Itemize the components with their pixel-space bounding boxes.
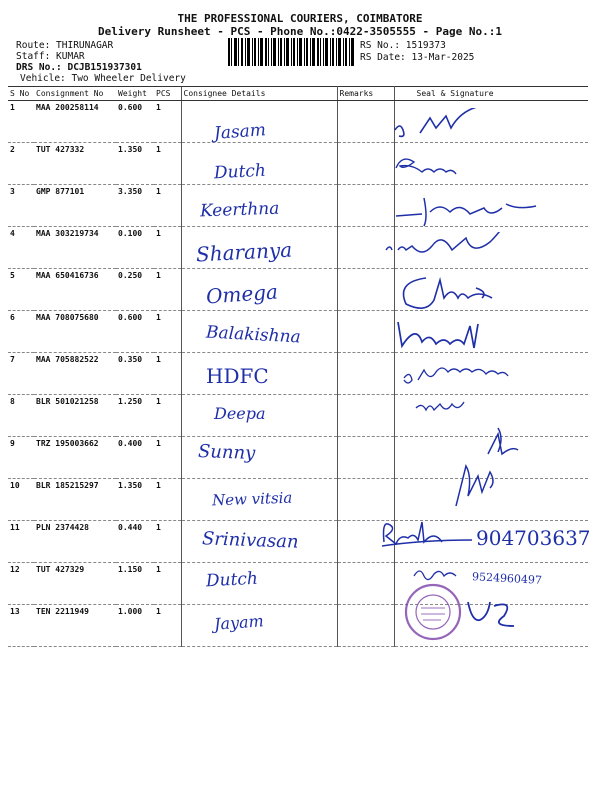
table-row xyxy=(8,143,588,185)
rs-date: RS Date: 13-Mar-2025 xyxy=(360,52,475,63)
cell-weight: 1.350 xyxy=(116,143,154,185)
rs-number: RS No.: 1519373 xyxy=(360,40,446,51)
vehicle-label: Vehicle: Two Wheeler Delivery xyxy=(20,73,186,84)
runsheet-title: Delivery Runsheet - PCS - Phone No.:0422-3505555 - Page No.:1 xyxy=(98,25,502,38)
company-stamp xyxy=(403,582,463,642)
cell-sno: 10 xyxy=(8,479,34,521)
signature-scribble xyxy=(378,516,478,550)
col-consignee: Consignee Details xyxy=(181,87,337,101)
cell-weight: 0.350 xyxy=(116,353,154,395)
signature-scribble xyxy=(464,598,534,628)
route-label: Route: THIRUNAGAR xyxy=(16,40,114,51)
handwritten-name: New vitsia xyxy=(211,488,293,510)
cell-pcs: 1 xyxy=(154,521,181,563)
cell-consignment: MAA 200258114 xyxy=(34,101,116,143)
handwritten-name: Keerthna xyxy=(199,198,280,222)
cell-weight: 3.350 xyxy=(116,185,154,227)
cell-sno: 7 xyxy=(8,353,34,395)
cell-weight: 1.150 xyxy=(116,563,154,605)
cell-weight: 0.100 xyxy=(116,227,154,269)
cell-sno: 12 xyxy=(8,563,34,605)
cell-sno: 5 xyxy=(8,269,34,311)
signature-scribble xyxy=(392,316,502,352)
cell-remarks xyxy=(337,563,394,605)
cell-weight: 1.350 xyxy=(116,479,154,521)
cell-pcs: 1 xyxy=(154,185,181,227)
cell-consignment: MAA 705882522 xyxy=(34,353,116,395)
signature-scribble xyxy=(398,364,528,392)
cell-consignment: MAA 303219734 xyxy=(34,227,116,269)
cell-consignment: BLR 501021258 xyxy=(34,395,116,437)
cell-weight: 0.440 xyxy=(116,521,154,563)
cell-remarks xyxy=(337,437,394,479)
cell-sno: 8 xyxy=(8,395,34,437)
col-sno: S No xyxy=(8,87,34,101)
cell-consignment: TRZ 195003662 xyxy=(34,437,116,479)
col-pcs: PCS xyxy=(154,87,181,101)
signature-scribble xyxy=(390,108,500,148)
cell-consignment: MAA 708075680 xyxy=(34,311,116,353)
handwritten-name: Srinivasan xyxy=(201,528,299,553)
table-header-row xyxy=(8,87,588,101)
cell-remarks xyxy=(337,479,394,521)
cell-pcs: 1 xyxy=(154,353,181,395)
handwritten-name: Sharanya xyxy=(195,237,293,267)
cell-weight: 0.600 xyxy=(116,311,154,353)
cell-weight: 0.400 xyxy=(116,437,154,479)
handwritten-phone: 904703637 xyxy=(476,526,591,550)
cell-sno: 2 xyxy=(8,143,34,185)
cell-pcs: 1 xyxy=(154,395,181,437)
cell-consignment: GMP 877101 xyxy=(34,185,116,227)
cell-sno: 1 xyxy=(8,101,34,143)
cell-pcs: 1 xyxy=(154,269,181,311)
cell-sno: 3 xyxy=(8,185,34,227)
cell-weight: 1.000 xyxy=(116,605,154,647)
cell-pcs: 1 xyxy=(154,479,181,521)
cell-consignment: MAA 650416736 xyxy=(34,269,116,311)
cell-pcs: 1 xyxy=(154,605,181,647)
cell-consignment: TEN 2211949 xyxy=(34,605,116,647)
cell-consignment: TUT 427332 xyxy=(34,143,116,185)
handwritten-name: Omega xyxy=(205,279,279,309)
cell-pcs: 1 xyxy=(154,311,181,353)
cell-sno: 13 xyxy=(8,605,34,647)
col-remarks: Remarks xyxy=(337,87,394,101)
cell-weight: 0.250 xyxy=(116,269,154,311)
cell-sno: 9 xyxy=(8,437,34,479)
cell-sno: 4 xyxy=(8,227,34,269)
handwritten-name: Dutch xyxy=(205,568,259,592)
signature-scribble xyxy=(448,424,538,514)
cell-weight: 1.250 xyxy=(116,395,154,437)
drs-number: DRS No.: DCJB151937301 xyxy=(16,62,142,73)
handwritten-phone: 9524960497 xyxy=(471,570,543,587)
staff-label: Staff: KUMAR xyxy=(16,51,85,62)
handwritten-name: HDFC xyxy=(206,364,269,388)
cell-pcs: 1 xyxy=(154,101,181,143)
handwritten-name: Deepa xyxy=(214,404,266,423)
cell-pcs: 1 xyxy=(154,143,181,185)
handwritten-name: Sunny xyxy=(197,441,256,464)
cell-pcs: 1 xyxy=(154,563,181,605)
cell-sno: 6 xyxy=(8,311,34,353)
cell-pcs: 1 xyxy=(154,227,181,269)
signature-scribble xyxy=(380,232,520,266)
signature-scribble xyxy=(394,194,554,228)
signature-scribble xyxy=(396,268,506,312)
cell-remarks xyxy=(337,101,394,143)
cell-weight: 0.600 xyxy=(116,101,154,143)
handwritten-name: Jayam xyxy=(213,611,265,634)
cell-consignment: PLN 2374428 xyxy=(34,521,116,563)
signature-scribble xyxy=(412,396,472,420)
handwritten-name: Balakishna xyxy=(205,322,302,348)
cell-remarks xyxy=(337,185,394,227)
cell-consignment: TUT 427329 xyxy=(34,563,116,605)
cell-consignment: BLR 185215297 xyxy=(34,479,116,521)
signature-scribble xyxy=(392,150,482,182)
cell-remarks xyxy=(337,311,394,353)
col-consignment: Consignment No xyxy=(34,87,116,101)
col-weight: Weight xyxy=(116,87,154,101)
company-name: THE PROFESSIONAL COURIERS, COIMBATORE xyxy=(177,12,423,25)
cell-remarks xyxy=(337,269,394,311)
handwritten-name: Jasam xyxy=(213,120,267,144)
cell-remarks xyxy=(337,395,394,437)
cell-remarks xyxy=(337,605,394,647)
cell-sno: 11 xyxy=(8,521,34,563)
col-seal: Seal & Signature xyxy=(394,87,588,101)
barcode-image xyxy=(228,38,354,66)
cell-consignee xyxy=(181,563,337,605)
table-row xyxy=(8,101,588,143)
handwritten-name: Dutch xyxy=(213,160,267,184)
cell-pcs: 1 xyxy=(154,437,181,479)
cell-remarks xyxy=(337,143,394,185)
cell-remarks xyxy=(337,353,394,395)
